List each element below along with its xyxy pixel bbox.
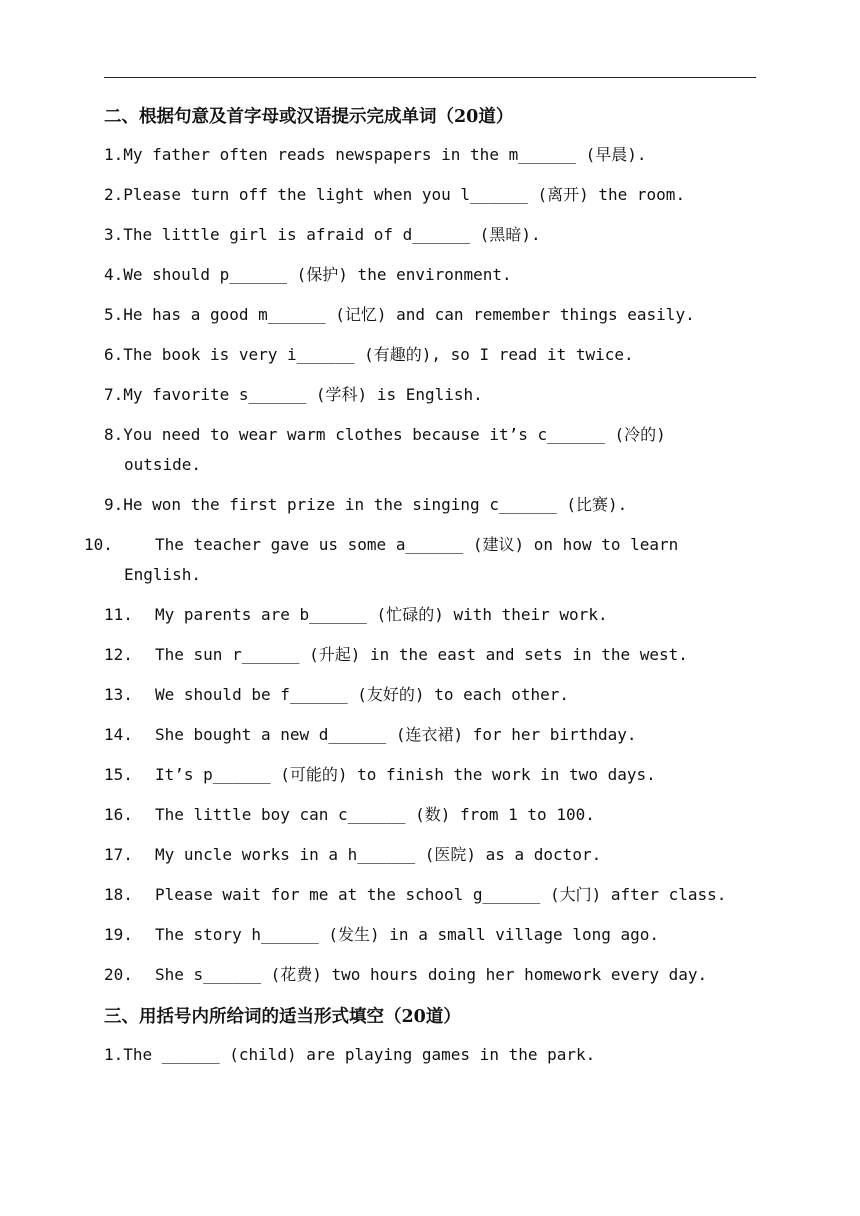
question-item <box>104 920 764 950</box>
question-number: 19. <box>104 925 133 944</box>
question-text: She bought a new d______ (连衣裙) for her birthday. <box>155 725 637 744</box>
question-number: 1. <box>104 145 124 164</box>
question-item <box>104 880 764 910</box>
question-text: The book is very i______ (有趣的), so I read it twice. <box>123 345 634 364</box>
question-item <box>104 720 764 750</box>
question-text: The little girl is afraid of d______ (黑暗). <box>123 225 541 244</box>
question-number: 14. <box>104 725 133 744</box>
question-text: You need to wear warm clothes because it’s c______ (冷的) outside. <box>123 425 666 474</box>
question-item <box>104 300 764 330</box>
question-text: My favorite s______ (学科) is English. <box>123 385 483 404</box>
question-item <box>104 260 764 290</box>
question-item <box>104 960 764 990</box>
question-text: We should p______ (保护) the environment. <box>123 265 512 284</box>
question-number: 7. <box>104 385 124 404</box>
question-item <box>104 340 764 370</box>
question-number: 16. <box>104 805 133 824</box>
question-item <box>104 800 764 830</box>
question-number: 12. <box>104 645 133 664</box>
question-item <box>84 530 744 590</box>
question-text: She s______ (花费) two hours doing her homework every day. <box>155 965 708 984</box>
question-item <box>104 220 764 250</box>
question-item <box>104 760 764 790</box>
section-3-heading: 三、用括号内所给词的适当形式填空（20道） <box>104 1007 461 1027</box>
question-number: 2. <box>104 185 124 204</box>
question-number: 20. <box>104 965 133 984</box>
question-text: Please wait for me at the school g______ (大门) after class. <box>155 885 727 904</box>
question-number: 9. <box>104 495 124 514</box>
question-number: 13. <box>104 685 133 704</box>
question-number: 17. <box>104 845 133 864</box>
question-text: My parents are b______ (忙碌的) with their work. <box>155 605 608 624</box>
question-number: 1. <box>104 1045 124 1064</box>
question-number: 8. <box>104 425 124 444</box>
question-text: My father often reads newspapers in the m______ (早晨). <box>123 145 647 164</box>
question-number: 18. <box>104 885 133 904</box>
question-number: 6. <box>104 345 124 364</box>
question-number: 3. <box>104 225 124 244</box>
question-item <box>104 640 764 670</box>
question-number: 5. <box>104 305 124 324</box>
question-text: He won the first prize in the singing c______ (比赛). <box>123 495 628 514</box>
header-rule <box>104 77 756 78</box>
question-item <box>104 680 764 710</box>
question-number: 10. <box>84 535 113 554</box>
question-text: We should be f______ (友好的) to each other. <box>155 685 570 704</box>
question-item <box>104 420 744 480</box>
question-text: My uncle works in a h______ (医院) as a doctor. <box>155 845 602 864</box>
question-text: It’s p______ (可能的) to finish the work in two days. <box>155 765 656 784</box>
question-text: The teacher gave us some a______ (建议) on how to learn English. <box>124 535 679 584</box>
question-number: 4. <box>104 265 124 284</box>
question-item <box>104 840 764 870</box>
question-text: The little boy can c______ (数) from 1 to 100. <box>155 805 595 824</box>
question-text: The sun r______ (升起) in the east and sets in the west. <box>155 645 688 664</box>
question-item <box>104 490 764 520</box>
question-text: The ______ (child) are playing games in the park. <box>123 1045 596 1064</box>
question-number: 15. <box>104 765 133 784</box>
question-text: Please turn off the light when you l______ (离开) the room. <box>123 185 686 204</box>
question-item <box>104 380 764 410</box>
section-2-heading: 二、根据句意及首字母或汉语提示完成单词（20道） <box>104 107 514 127</box>
question-text: He has a good m______ (记忆) and can remember things easily. <box>123 305 695 324</box>
question-item <box>104 140 764 170</box>
question-item <box>104 600 764 630</box>
question-item <box>104 1040 764 1070</box>
question-item <box>104 180 764 210</box>
worksheet-content <box>84 100 764 1080</box>
question-number: 11. <box>104 605 133 624</box>
question-text: The story h______ (发生) in a small village long ago. <box>155 925 660 944</box>
